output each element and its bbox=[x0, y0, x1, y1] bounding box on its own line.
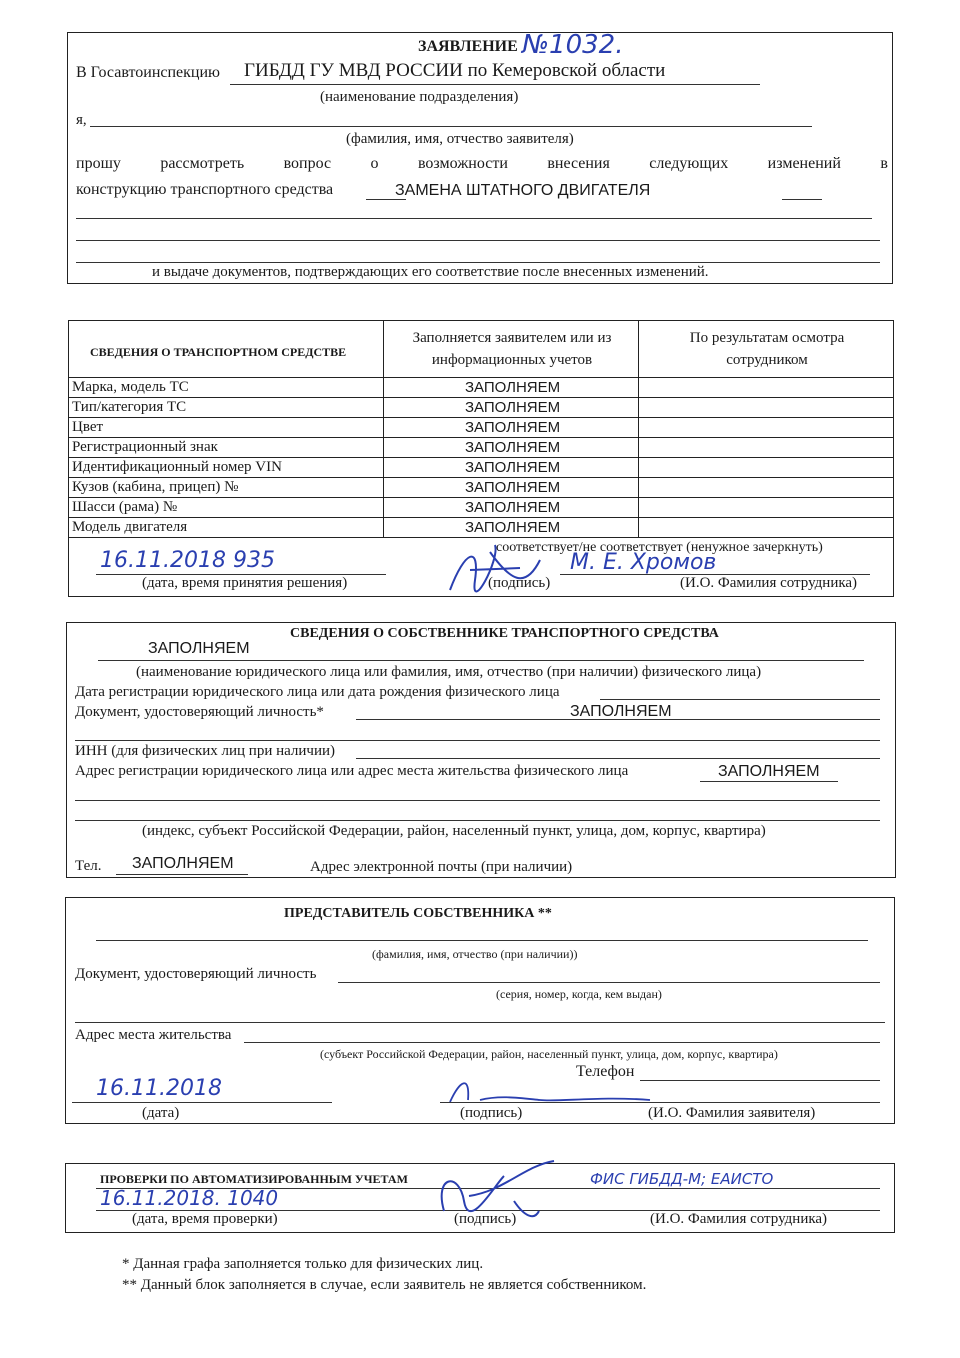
representative-name-line bbox=[96, 940, 868, 941]
footnote-2: ** Данный блок заполняется в случае, если заявитель не является собственником. bbox=[122, 1277, 647, 1293]
vehicle-row-inspector bbox=[639, 398, 894, 418]
request-word: изменений bbox=[767, 155, 841, 172]
vehicle-row-label: Кузов (кабина, прицеп) № bbox=[69, 478, 384, 498]
owner-phone-value: ЗАПОЛНЯЕМ bbox=[132, 855, 234, 872]
vehicle-signature-caption: (подпись) bbox=[488, 575, 551, 591]
request-word: вопрос bbox=[283, 155, 332, 172]
vehicle-row-inspector bbox=[639, 518, 894, 538]
col-applicant-header: Заполняется заявителем или из информационных учетов bbox=[412, 330, 612, 368]
representative-id-doc-caption: (серия, номер, когда, кем выдан) bbox=[496, 987, 662, 1001]
request-word: внесения bbox=[547, 155, 610, 172]
conformity-text: соответствует/не соответствует (ненужное зачеркнуть) bbox=[496, 540, 823, 555]
representative-signature-line bbox=[440, 1102, 880, 1103]
table-row bbox=[69, 458, 894, 478]
vehicle-row-label: Идентификационный номер VIN bbox=[69, 458, 384, 478]
change-value: ЗАМЕНА ШТАТНОГО ДВИГАТЕЛЯ bbox=[395, 182, 651, 199]
table-row bbox=[69, 438, 894, 458]
representative-id-doc-line-2 bbox=[75, 1022, 885, 1023]
application-title: ЗАЯВЛЕНИЕ bbox=[418, 38, 518, 55]
department-caption: (наименование подразделения) bbox=[320, 89, 519, 105]
representative-id-doc-line bbox=[338, 982, 880, 983]
checks-section-title: ПРОВЕРКИ ПО АВТОМАТИЗИРОВАННЫМ УЧЕТАМ bbox=[100, 1172, 408, 1186]
representative-address-caption: (субъект Российской Федерации, район, населенный пункт, улица, дом, корпус, квартира) bbox=[320, 1047, 778, 1061]
inspector-caption: (И.О. Фамилия сотрудника) bbox=[680, 575, 858, 591]
vehicle-table bbox=[68, 377, 894, 538]
department-value: ГИБДД ГУ МВД РОССИИ по Кемеровской области bbox=[244, 60, 666, 81]
representative-signature-caption: (подпись) bbox=[460, 1105, 523, 1121]
blank-line-3 bbox=[76, 262, 880, 263]
vehicle-row-value: ЗАПОЛНЯЕМ bbox=[383, 398, 639, 418]
owner-address-line bbox=[700, 781, 838, 782]
vehicle-row-value: ЗАПОЛНЯЕМ bbox=[383, 498, 639, 518]
request-line2: конструкцию транспортного средства bbox=[76, 181, 334, 198]
representative-id-doc-label: Документ, удостоверяющий личность bbox=[75, 966, 317, 982]
owner-id-doc-label: Документ, удостоверяющий личность* bbox=[75, 704, 324, 720]
request-line bbox=[76, 155, 888, 173]
documents-text: и выдаче документов, подтверждающих его соответствие после внесенных изменений. bbox=[152, 264, 709, 280]
table-row bbox=[69, 378, 894, 398]
request-word: следующих bbox=[649, 155, 729, 172]
blank-line-2 bbox=[76, 240, 880, 241]
footnote-1: * Данная графа заполняется только для физических лиц. bbox=[122, 1256, 484, 1272]
owner-address-value: ЗАПОЛНЯЕМ bbox=[718, 763, 820, 780]
representative-date-line bbox=[72, 1102, 332, 1103]
owner-address-line-3 bbox=[75, 820, 880, 821]
representative-date-caption: (дата) bbox=[142, 1105, 180, 1121]
owner-phone-label: Тел. bbox=[75, 858, 102, 874]
vehicle-row-label: Модель двигателя bbox=[69, 518, 384, 538]
representative-date-value: 16.11.2018 bbox=[96, 1076, 222, 1101]
owner-id-doc-value: ЗАПОЛНЯЕМ bbox=[570, 703, 672, 720]
owner-id-doc-line-2 bbox=[75, 740, 880, 741]
owner-address-line-2 bbox=[75, 800, 880, 801]
vehicle-row-value: ЗАПОЛНЯЕМ bbox=[383, 458, 639, 478]
request-word: прошу bbox=[76, 155, 121, 172]
request-word: о bbox=[370, 155, 379, 172]
vehicle-row-value: ЗАПОЛНЯЕМ bbox=[383, 478, 639, 498]
vehicle-row-inspector bbox=[639, 418, 894, 438]
vehicle-row-inspector bbox=[639, 478, 894, 498]
decision-datetime: 16.11.2018 935 bbox=[100, 548, 275, 573]
table-row bbox=[69, 518, 894, 538]
applicant-name-caption: (фамилия, имя, отчество заявителя) bbox=[346, 131, 574, 147]
vehicle-row-inspector bbox=[639, 458, 894, 478]
representative-address-line bbox=[244, 1042, 880, 1043]
vehicle-row-inspector bbox=[639, 378, 894, 398]
representative-name-caption: (фамилия, имя, отчество (при наличии)) bbox=[372, 947, 578, 961]
department-line bbox=[230, 84, 760, 85]
request-word: возможности bbox=[417, 155, 508, 172]
vehicle-section-title: СВЕДЕНИЯ О ТРАНСПОРТНОМ СРЕДСТВЕ bbox=[90, 345, 347, 359]
request-word: рассмотреть bbox=[160, 155, 245, 172]
checks-datetime-value: 16.11.2018. 1040 bbox=[100, 1186, 279, 1210]
checks-signature-caption: (подпись) bbox=[454, 1211, 517, 1227]
owner-inn-line bbox=[356, 758, 880, 759]
vehicle-row-label: Тип/категория ТС bbox=[69, 398, 384, 418]
owner-address-caption: (индекс, субъект Российской Федерации, район, населенный пункт, улица, дом, корпус, квартира) bbox=[142, 823, 766, 839]
applicant-name-line bbox=[90, 126, 812, 127]
i-label: я, bbox=[76, 112, 87, 128]
representative-phone-line bbox=[640, 1080, 880, 1081]
table-row bbox=[69, 498, 894, 518]
vehicle-row-label: Марка, модель ТС bbox=[69, 378, 384, 398]
owner-section-title: СВЕДЕНИЯ О СОБСТВЕННИКЕ ТРАНСПОРТНОГО СРЕДСТВА bbox=[290, 626, 719, 641]
vehicle-row-label: Регистрационный знак bbox=[69, 438, 384, 458]
owner-name-value: ЗАПОЛНЯЕМ bbox=[148, 640, 250, 657]
request-word: в bbox=[880, 155, 888, 172]
vehicle-row-value: ЗАПОЛНЯЕМ bbox=[383, 418, 639, 438]
table-row bbox=[69, 418, 894, 438]
inspector-name: М. Е. Хромов bbox=[570, 550, 717, 575]
owner-name-line bbox=[98, 660, 864, 661]
table-row bbox=[69, 478, 894, 498]
checks-datetime-caption: (дата, время проверки) bbox=[132, 1211, 278, 1227]
representative-address-label: Адрес места жительства bbox=[75, 1027, 232, 1043]
owner-email-label: Адрес электронной почты (при наличии) bbox=[310, 859, 573, 875]
to-label: В Госавтоинспекцию bbox=[76, 64, 220, 81]
vehicle-row-inspector bbox=[639, 498, 894, 518]
representative-applicant-caption: (И.О. Фамилия заявителя) bbox=[648, 1105, 816, 1121]
vehicle-row-label: Цвет bbox=[69, 418, 384, 438]
vehicle-row-value: ЗАПОЛНЯЕМ bbox=[383, 378, 639, 398]
application-number: №1032. bbox=[522, 30, 624, 60]
vehicle-row-value: ЗАПОЛНЯЕМ bbox=[383, 518, 639, 538]
decision-caption: (дата, время принятия решения) bbox=[142, 575, 348, 591]
checks-inspector-caption: (И.О. Фамилия сотрудника) bbox=[650, 1211, 828, 1227]
owner-address-label: Адрес регистрации юридического лица или адрес места жительства физического лица bbox=[75, 763, 629, 779]
vehicle-row-value: ЗАПОЛНЯЕМ bbox=[383, 438, 639, 458]
table-row bbox=[69, 398, 894, 418]
checks-systems: ФИС ГИБДД-М; ЕАИСТО bbox=[590, 1170, 774, 1188]
representative-section-title: ПРЕДСТАВИТЕЛЬ СОБСТВЕННИКА ** bbox=[284, 906, 552, 921]
change-line-end bbox=[782, 199, 822, 200]
blank-line-1 bbox=[76, 218, 872, 219]
vehicle-row-label: Шасси (рама) № bbox=[69, 498, 384, 518]
vehicle-row-inspector bbox=[639, 438, 894, 458]
col-inspector-header: По результатам осмотра сотрудником bbox=[689, 330, 845, 368]
owner-name-caption: (наименование юридического лица или фамилия, имя, отчество (при наличии) физического лица) bbox=[136, 664, 762, 680]
owner-birth-line bbox=[600, 699, 880, 700]
representative-phone-label: Телефон bbox=[576, 1063, 635, 1080]
owner-inn-label: ИНН (для физических лиц при наличии) bbox=[75, 743, 336, 759]
applicant-signature bbox=[440, 1070, 660, 1110]
owner-phone-line bbox=[116, 874, 248, 875]
owner-birth-label: Дата регистрации юридического лица или дата рождения физического лица bbox=[75, 684, 560, 700]
